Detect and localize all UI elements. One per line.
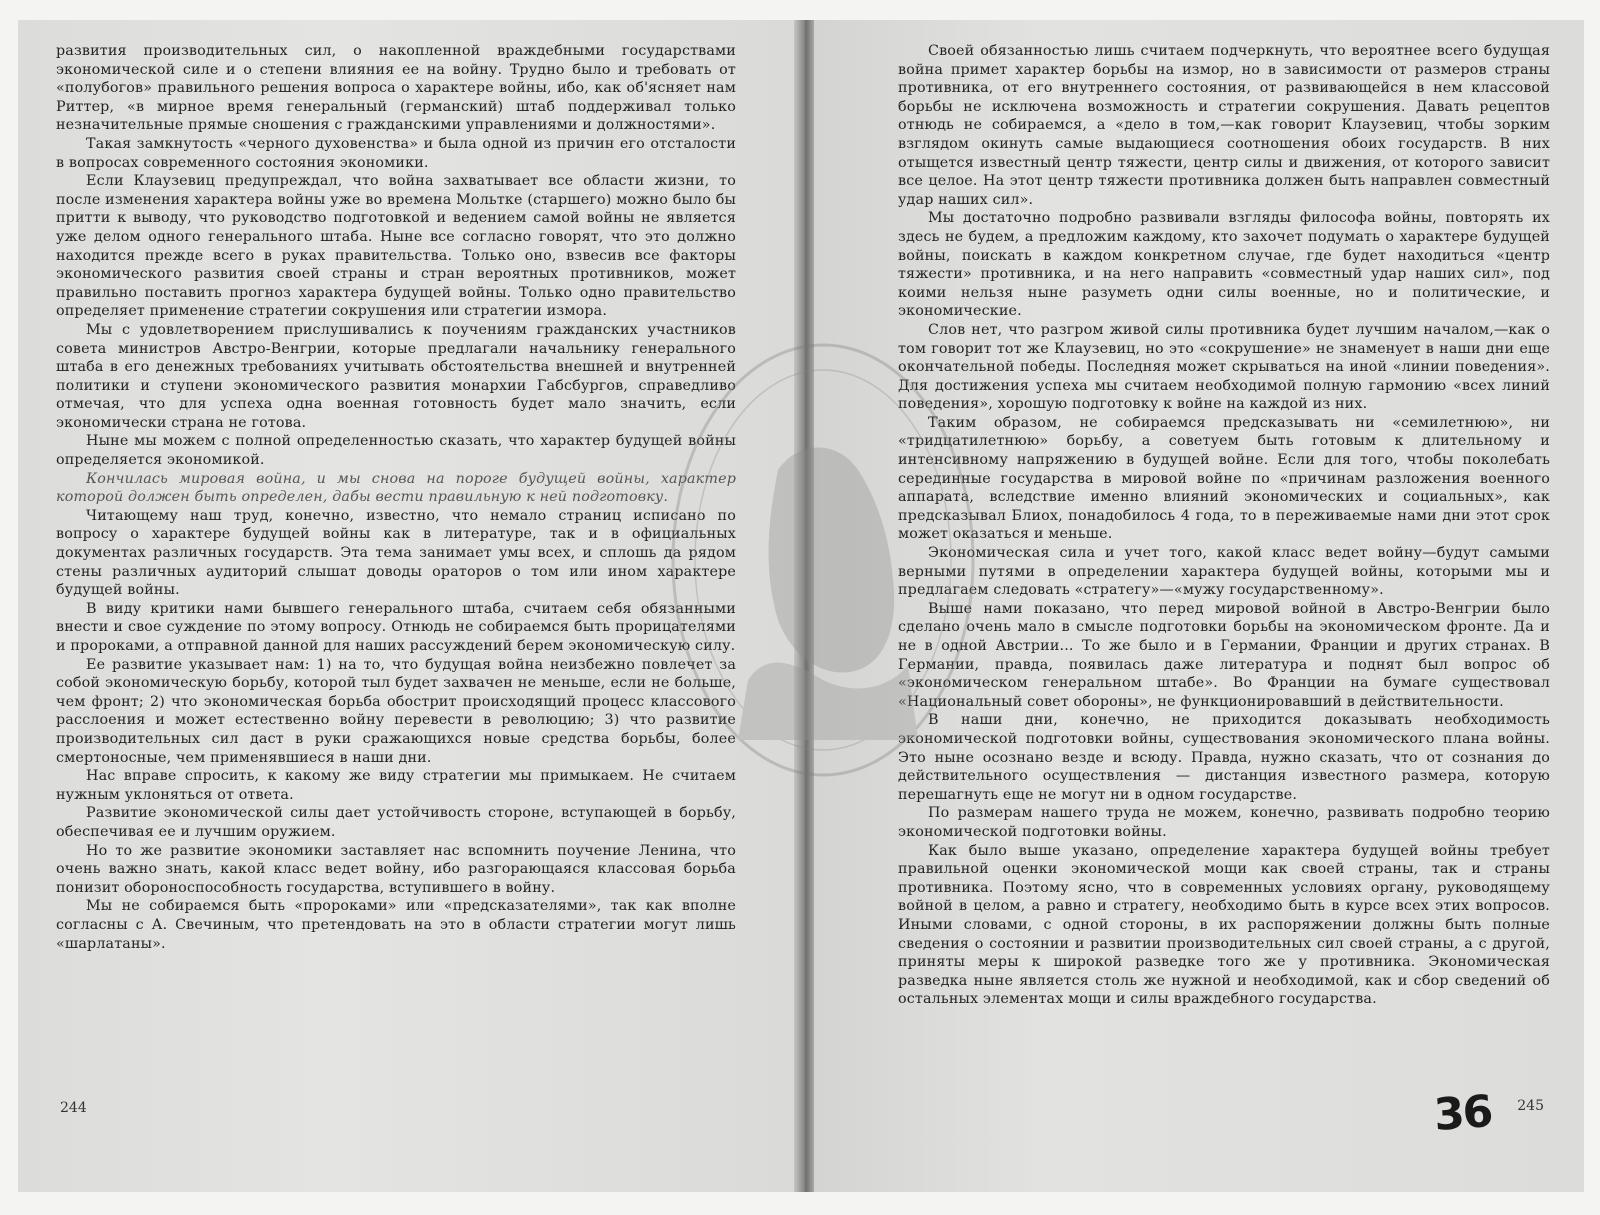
paragraph: По размерам нашего труда не можем, конечно, развивать подробно теорию экономической подготовки войны. <box>898 805 1550 840</box>
paragraph: Если Клаузевиц предупреждал, что война захватывает все области жизни, то после изменения характера войны уже во времена Мольтке (старшего) можно было бы притти к выводу, что руководство подготовкой и ведением самой войны не является уже делом одного генерального штаба. Ныне все согласно говорят, что это должно находится прежде всего в руках правительства. Только оно, взвесив все факторы экономического развития своей страны и стран вероятных противников, может правильно поставить прогноз характера будущей войны. Только одно правительство определяет применение стратегии сокрушения или стратегии измора. <box>56 173 736 320</box>
paragraph: Как было выше указано, определение характера будущей войны требует правильной оценки экономической мощи как своей страны, так и страны противника. Поэтому ясно, что в современных условиях органу, руководящему войной в целом, а равно и стратегу, необходимо быть в курсе всех этих вопросов. Иными словами, с одной стороны, в их распоряжении должны быть полные сведения о состоянии и развитии производительных сил своей страны, а с другой, приняты меры к широкой разведке того же у противника. Экономическая разведка ныне является столь же нужной и необходимой, как и сбор сведений об остальных элементах мощи и силы враждебного государства. <box>898 842 1550 1008</box>
book-spread-photo <box>18 20 1584 1192</box>
paragraph: Мы достаточно подробно развивали взгляды философа войны, повторять их здесь не будем, а предложим каждому, кто захочет подумать о характере будущей войны, поискать в каждом конкретном случае, где будет находиться «центр тяжести» противника, и на него направить «совместный удар наших сил», под коими нельзя ныне разуметь одни силы военные, но и политические, и экономические. <box>898 210 1550 320</box>
paragraph: Выше нами показано, что перед мировой войной в Австро-Венгрии было сделано очень мало в смысле подготовки борьбы на экономическом фронте. Да и не в одной Австрии... То же было и в Германии, Франции и других странах. В Германии, правда, появилась даже литература и поднят был вопрос об «экономическом генеральном штабе». Во Франции на бумаге существовал «Национальный совет обороны», не функционировавший в действительности. <box>898 600 1550 710</box>
paragraph: Мы с удовлетворением прислушивались к поучениям гражданских участников совета министров Австро-Венгрии, которые предлагали начальнику генерального штаба в его денежных требованиях учитывать обстоятельства внешней и внутренней политики и ступени экономического развития монархии Габсбургов, справедливо отмечая, что для успеха одна военная готовность будет мало значить, если экономически страна не готова. <box>56 321 736 431</box>
paragraph: Нас вправе спросить, к какому же виду стратегии мы примыкаем. Не считаем нужным уклоняться от ответа. <box>56 768 736 803</box>
paragraph: Читающему наш труд, конечно, известно, что немало страниц исписано по вопросу о характере будущей войны как в литературе, так и в официальных документах различных государств. Эта тема занимает умы всех, и сплошь да рядом стены различных аудиторий слышат доводы ораторов о том или ином характере будущей войны. <box>56 507 736 599</box>
paragraph: Но то же развитие экономики заставляет нас вспомнить поучение Ленина, что очень важно знать, какой класс ведет войну, ибо разгорающаяся классовая борьба понизит обороноспособность государства, вступившего в войну. <box>56 842 736 896</box>
paragraph: Таким образом, не собираемся предсказывать ни «семилетнюю», ни «тридцатилетнюю» борьбу, а советуем быть готовым к длительному и интенсивному напряжению в будущей войне. Если для того, чтобы поколебать серединные государства в мировой войне по «причинам разложения военного аппарата, вследствие именно влияний экономических и социальных», как предсказывал Блиох, понадобилось 4 года, то в переживаемые нами дни этот срок может оказаться и меньше. <box>898 414 1550 543</box>
paragraph: Слов нет, что разгром живой силы противника будет лучшим началом,—как о том говорит тот же Клаузевиц, но это «сокрушение» не знаменует в наши дни еще окончательной победы. Последняя может скрываться на иной «линии поведения». Для достижения успеха мы считаем необходимой полную гармонию «всех линий поведения», хорошую подготовку к войне на каждой из них. <box>898 321 1550 413</box>
book-gutter <box>794 20 816 1192</box>
left-page-text <box>56 42 736 953</box>
handwritten-number: 36 <box>1432 1086 1493 1141</box>
paragraph: Мы не собираемся быть «пророками» или «предсказателями», так как вполне согласны с А. Свечиным, что претендовать на это в области стратегии могут лишь «шарлатаны». <box>56 898 736 952</box>
paragraph: В наши дни, конечно, не приходится доказывать необходимость экономической подготовки войны, существования экономического плана войны. Это ныне осознано везде и всюду. Правда, нужно сказать, что от сознания до действительного осуществления — дистанция известного размера, которую перешагнуть еще не могут ни в одном государстве. <box>898 712 1550 803</box>
left-page <box>18 20 800 1192</box>
right-page <box>814 20 1584 1192</box>
paragraph: Кончилась мировая война, и мы снова на пороге будущей войны, характер которой должен быть определен, дабы вести правильную к ней подготовку. <box>56 470 736 506</box>
paragraph: Экономическая сила и учет того, какой класс ведет войну—будут самыми верными путями в определении характера будущей войны, которыми мы и предлагаем следовать «стратегу»—«мужу государственному». <box>898 545 1550 599</box>
paragraph: Своей обязанностью лишь считаем подчеркнуть, что вероятнее всего будущая война примет характер борьбы на измор, но в зависимости от размеров страны противника, от его внутреннего состояния, от развивающейся в нем классовой борьбы не исключена возможность и стратегии сокрушения. Давать рецептов отнюдь не собираемся, а «дело в том,—как говорит Клаузевиц, чтобы зорким взглядом окинуть самые выдающиеся соотношения обоих государств. В них отыщется известный центр тяжести, центр силы и движения, от которого зависит все целое. На этот центр тяжести противника должен быть направлен совместный удар наших сил». <box>898 43 1550 208</box>
paragraph: Развитие экономической силы дает устойчивость стороне, вступающей в борьбу, обеспечивая ее и лучшим оружием. <box>56 805 736 840</box>
paragraph: развития производительных сил, о накопленной враждебными государствами экономической силе и о степени влияния ее на войну. Трудно было и требовать от «полубогов» правильного решения вопроса о характере войны, ибо, как об'ясняет нам Риттер, «в мирное время генеральный (германский) штаб поддерживал только незначительные прямые сношения с гражданскими управлениями и должностями». <box>56 43 736 134</box>
page-number-left: 244 <box>60 1100 87 1116</box>
paragraph: Ныне мы можем с полной определенностью сказать, что характер будущей войны определяется экономикой. <box>56 433 736 469</box>
page-number-right: 245 <box>1517 1098 1544 1114</box>
right-page-text <box>898 42 1550 1009</box>
paragraph: В виду критики нами бывшего генерального штаба, считаем себя обязанными внести и свое суждение по этому вопросу. Отнюдь не собираемся быть прорицателями и пророками, а отправной данной для наших рассуждений берем экономическую силу. <box>56 600 736 654</box>
paragraph: Ее развитие указывает нам: 1) на то, что будущая война неизбежно повлечет за собой экономическую борьбу, которой тыл будет захвачен не меньше, если не больше, чем фронт; 2) что экономическая борьба обострит происходящий процесс классового расслоения и может естественно войну перевести в революцию; 3) что развитие производительных сил даст в руки сражающихся новые средства борьбы, более смертоносные, чем применявшиеся в наши дни. <box>56 656 736 766</box>
paragraph: Такая замкнутость «черного духовенства» и была одной из причин его отсталости в вопросах современного состояния экономики. <box>56 135 736 171</box>
